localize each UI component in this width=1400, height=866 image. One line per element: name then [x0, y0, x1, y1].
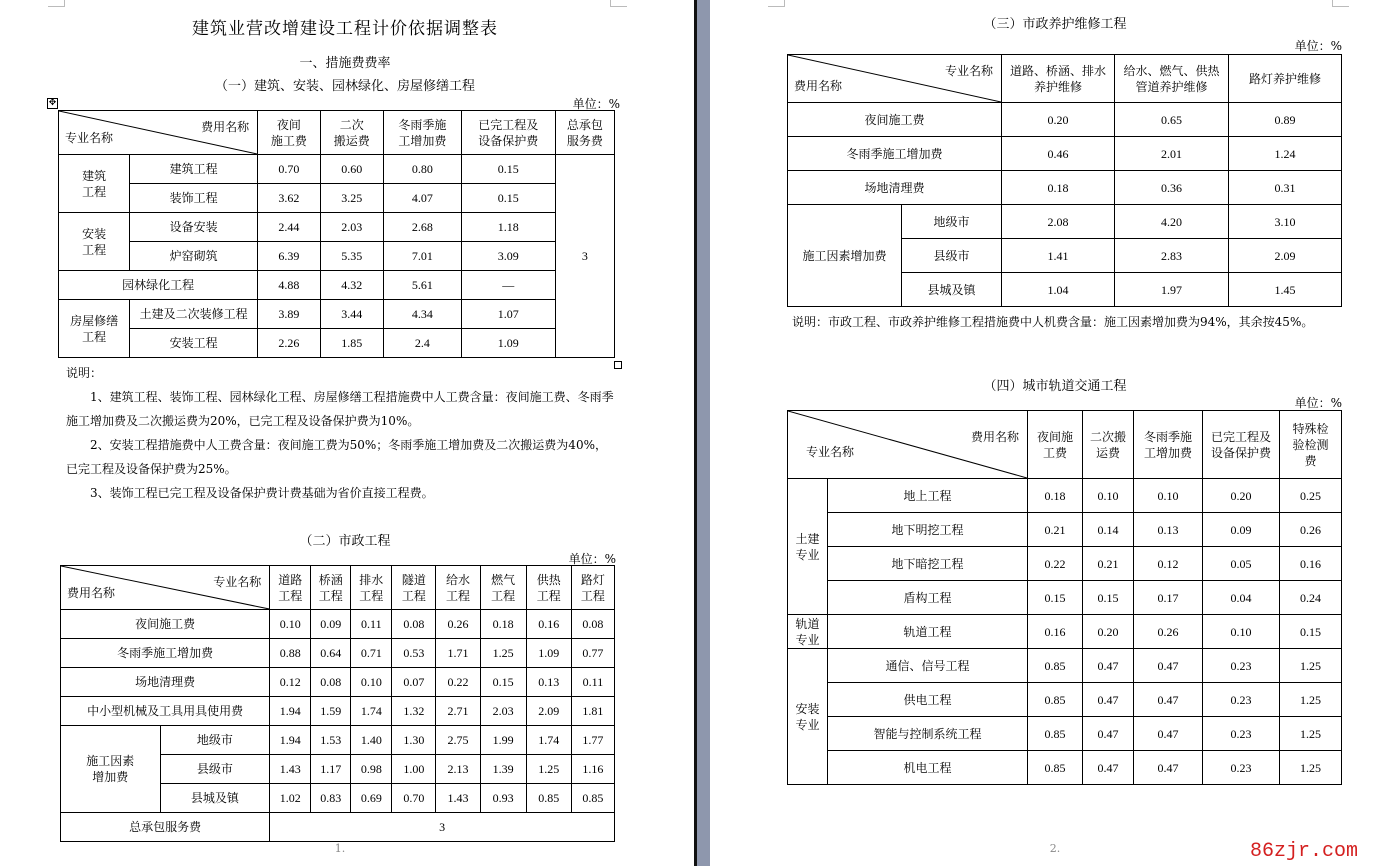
cell-value: 4.20	[1115, 205, 1229, 239]
cell-value: 0.47	[1134, 717, 1203, 751]
row-label: 夜间施工费	[61, 610, 270, 639]
diagonal-header-cell	[59, 111, 258, 155]
cell-value: 0.85	[526, 784, 571, 813]
table-resize-handle[interactable]	[614, 361, 622, 369]
subsection-heading-4: （四）城市轨道交通工程	[983, 379, 1127, 394]
cell-value: 1.53	[311, 726, 351, 755]
cell-value: 0.15	[1083, 581, 1134, 615]
header-specialty-name: 专业名称	[944, 64, 993, 78]
cell-value: 1.40	[351, 726, 392, 755]
cell-value: 1.25	[1280, 717, 1342, 751]
cell-value: 0.11	[571, 668, 614, 697]
cell-value: 1.94	[270, 726, 311, 755]
diagonal-header-cell	[788, 411, 1028, 479]
cell-value: 0.89	[1229, 103, 1342, 137]
cell-value: 0.15	[1280, 615, 1342, 649]
page-number: 1.	[334, 842, 346, 855]
column-header: 总承包 服务费	[555, 111, 614, 155]
cell-value: 0.13	[526, 668, 571, 697]
cell-value: 0.47	[1134, 683, 1203, 717]
cell-value: 0.15	[1028, 581, 1083, 615]
cell-value: 0.15	[461, 155, 555, 184]
cell-value: —	[461, 271, 555, 300]
cell-value: 0.07	[392, 668, 436, 697]
header-specialty-name: 专业名称	[806, 445, 855, 459]
document-title: 建筑业营改增建设工程计价依据调整表	[192, 19, 498, 39]
cell-value: 0.26	[1280, 513, 1342, 547]
table-row	[788, 581, 1342, 615]
cell-value: 7.01	[384, 242, 462, 271]
row-label: 冬雨季施工增加费	[61, 639, 270, 668]
column-header: 道路、桥涵、排水 养护维修	[1002, 55, 1115, 103]
cell-value: 0.18	[480, 610, 526, 639]
table-row	[788, 171, 1342, 205]
row-label: 园林绿化工程	[59, 271, 258, 300]
cell-value: 1.85	[320, 329, 383, 358]
cell-value: 1.25	[1280, 683, 1342, 717]
measures-rate-table-1	[58, 110, 615, 358]
notes-label: 说明：	[66, 366, 103, 380]
cell-value: 1.16	[571, 755, 614, 784]
cell-value: 0.10	[1203, 615, 1280, 649]
section-heading-1: 一、措施费费率	[299, 56, 391, 71]
column-header: 冬雨季施 工增加费	[1134, 411, 1203, 479]
cell-value: 0.09	[311, 610, 351, 639]
cell-value: 2.26	[258, 329, 320, 358]
cell-value: 0.26	[1134, 615, 1203, 649]
cell-value: 5.35	[320, 242, 383, 271]
cell-value: 2.4	[384, 329, 462, 358]
cell-value: 1.39	[480, 755, 526, 784]
cell-value: 0.36	[1115, 171, 1229, 205]
cell-value: 0.47	[1083, 683, 1134, 717]
cell-value: 1.30	[392, 726, 436, 755]
table-row	[788, 547, 1342, 581]
header-fee-name: 费用名称	[970, 430, 1019, 444]
subsection-heading-1: （一）建筑、安装、园林绿化、房屋修缮工程	[214, 79, 475, 94]
header-specialty-name: 专业名称	[65, 131, 114, 145]
cell-value: 2.68	[384, 213, 462, 242]
cell-value: 0.14	[1083, 513, 1134, 547]
cell-value: 0.70	[392, 784, 436, 813]
table-row	[788, 479, 1342, 513]
cell-value: 0.23	[1203, 649, 1280, 683]
cell-value: 2.44	[258, 213, 320, 242]
table-row	[61, 610, 615, 639]
cell-value: 1.00	[392, 755, 436, 784]
cell-value: 2.71	[436, 697, 480, 726]
table-row	[788, 513, 1342, 547]
table-row	[59, 184, 615, 213]
municipal-engineering-table	[60, 565, 615, 842]
table-row	[788, 649, 1342, 683]
cell-value: 1.25	[480, 639, 526, 668]
cell-value: 1.97	[1115, 273, 1229, 307]
cell-value: 1.09	[526, 639, 571, 668]
column-header: 桥涵 工程	[311, 566, 351, 610]
cell-value: 2.09	[1229, 239, 1342, 273]
cell-value: 0.10	[270, 610, 311, 639]
cell-value: 0.53	[392, 639, 436, 668]
cell-value: 1.25	[1280, 649, 1342, 683]
cell-value: 0.20	[1083, 615, 1134, 649]
cell-value: 0.25	[1280, 479, 1342, 513]
group-label: 施工因素 增加费	[61, 726, 161, 813]
cell-value: 5.61	[384, 271, 462, 300]
cell-value: 3.25	[320, 184, 383, 213]
table-move-handle-icon[interactable]: ✥	[48, 98, 57, 108]
cell-value: 0.47	[1134, 649, 1203, 683]
cell-value: 0.60	[320, 155, 383, 184]
unit-label: 单位：%	[1294, 39, 1342, 53]
row-label: 夜间施工费	[788, 103, 1002, 137]
table-row	[61, 726, 615, 755]
cell-value: 0.09	[1203, 513, 1280, 547]
cell-value: 0.16	[1280, 547, 1342, 581]
row-label: 场地清理费	[788, 171, 1002, 205]
column-header: 夜间施 工费	[1028, 411, 1083, 479]
cell-value: 3.62	[258, 184, 320, 213]
cell-value: 0.12	[1134, 547, 1203, 581]
column-header: 已完工程及 设备保护费	[1203, 411, 1280, 479]
cell-value: 0.10	[1083, 479, 1134, 513]
table-row	[788, 717, 1342, 751]
page-gutter	[690, 0, 710, 866]
cell-value: 0.85	[571, 784, 614, 813]
unit-label: 单位：%	[568, 552, 616, 566]
table-row	[59, 329, 615, 358]
cell-value: 1.32	[392, 697, 436, 726]
note-1: 1、建筑工程、装饰工程、园林绿化工程、房屋修缮工程措施费中人工费含量：夜间施工费、冬雨季施工增加费及二次搬运费为20%，已完工程及设备保护费为10%。	[66, 390, 614, 428]
table-row	[788, 683, 1342, 717]
cell-value: 0.21	[1028, 513, 1083, 547]
note-2: 2、安装工程措施费中人工费含量：夜间施工费为50%；冬雨季施工增加费及二次搬运费为40%，已完工程及设备保护费为25%。	[66, 438, 607, 476]
row-label: 中小型机械及工具用具使用费	[61, 697, 270, 726]
group-label: 安装 工程	[59, 213, 130, 271]
row-label: 县级市	[160, 755, 270, 784]
row-label: 机电工程	[828, 751, 1028, 785]
column-header: 冬雨季施 工增加费	[384, 111, 462, 155]
row-label: 地级市	[160, 726, 270, 755]
diagonal-header-cell	[61, 566, 270, 610]
general-contract-fee-value: 3	[270, 813, 615, 842]
column-header: 排水 工程	[351, 566, 392, 610]
cell-value: 0.80	[384, 155, 462, 184]
cell-value: 2.01	[1115, 137, 1229, 171]
cell-value: 0.16	[526, 610, 571, 639]
cell-value: 0.85	[1028, 683, 1083, 717]
cell-value: 1.09	[461, 329, 555, 358]
general-contract-fee-value: 3	[555, 155, 614, 358]
cell-value: 0.85	[1028, 649, 1083, 683]
cell-value: 1.71	[436, 639, 480, 668]
cell-value: 1.81	[571, 697, 614, 726]
column-header: 燃气 工程	[480, 566, 526, 610]
table-row	[61, 668, 615, 697]
table-row	[788, 137, 1342, 171]
row-label: 冬雨季施工增加费	[788, 137, 1002, 171]
row-label: 地级市	[902, 205, 1002, 239]
document-page-2	[710, 0, 1400, 866]
cell-value: 0.18	[1028, 479, 1083, 513]
cell-value: 0.15	[461, 184, 555, 213]
cell-value: 0.22	[436, 668, 480, 697]
cell-value: 0.47	[1083, 649, 1134, 683]
cell-value: 4.34	[384, 300, 462, 329]
cell-value: 1.43	[436, 784, 480, 813]
cell-value: 0.12	[270, 668, 311, 697]
cell-value: 1.94	[270, 697, 311, 726]
row-label: 轨道工程	[828, 615, 1028, 649]
cell-value: 0.69	[351, 784, 392, 813]
cell-value: 3.10	[1229, 205, 1342, 239]
cell-value: 1.18	[461, 213, 555, 242]
cell-value: 1.99	[480, 726, 526, 755]
cell-value: 3.09	[461, 242, 555, 271]
unit-label: 单位：%	[1294, 396, 1342, 410]
column-header: 隧道 工程	[392, 566, 436, 610]
cell-value: 0.47	[1083, 751, 1134, 785]
table-row	[59, 213, 615, 242]
column-header: 二次搬 运费	[1083, 411, 1134, 479]
cell-value: 4.07	[384, 184, 462, 213]
page-corner-mark	[48, 0, 65, 7]
row-label: 场地清理费	[61, 668, 270, 697]
page-corner-mark	[610, 0, 627, 7]
row-label: 县城及镇	[160, 784, 270, 813]
row-label: 土建及二次装修工程	[130, 300, 258, 329]
document-page-1	[0, 0, 690, 866]
cell-value: 0.10	[351, 668, 392, 697]
cell-value: 1.24	[1229, 137, 1342, 171]
row-label: 炉窑砌筑	[130, 242, 258, 271]
cell-value: 1.59	[311, 697, 351, 726]
cell-value: 1.04	[1002, 273, 1115, 307]
cell-value: 4.32	[320, 271, 383, 300]
cell-value: 0.47	[1134, 751, 1203, 785]
cell-value: 2.75	[436, 726, 480, 755]
table-row	[59, 271, 615, 300]
diagonal-header-cell	[788, 55, 1002, 103]
header-fee-name: 费用名称	[794, 79, 843, 93]
cell-value: 0.70	[258, 155, 320, 184]
cell-value: 0.83	[311, 784, 351, 813]
cell-value: 1.25	[526, 755, 571, 784]
cell-value: 1.45	[1229, 273, 1342, 307]
group-label: 轨道 专业	[788, 615, 828, 649]
table-row	[788, 205, 1342, 239]
column-header: 供热 工程	[526, 566, 571, 610]
cell-value: 0.88	[270, 639, 311, 668]
column-header: 道路 工程	[270, 566, 311, 610]
row-label: 智能与控制系统工程	[828, 717, 1028, 751]
cell-value: 0.47	[1083, 717, 1134, 751]
column-header: 夜间 施工费	[258, 111, 320, 155]
cell-value: 0.08	[571, 610, 614, 639]
cell-value: 0.08	[392, 610, 436, 639]
table-row	[61, 639, 615, 668]
table-row	[788, 615, 1342, 649]
cell-value: 0.24	[1280, 581, 1342, 615]
header-fee-name: 费用名称	[67, 586, 116, 600]
header-fee-name: 费用名称	[201, 120, 250, 134]
cell-value: 2.03	[320, 213, 383, 242]
cell-value: 0.18	[1002, 171, 1115, 205]
note-3: 3、装饰工程已完工程及设备保护费计费基础为省价直接工程费。	[90, 486, 434, 500]
cell-value: 0.04	[1203, 581, 1280, 615]
cell-value: 1.07	[461, 300, 555, 329]
subsection-heading-2: （二）市政工程	[299, 534, 391, 549]
cell-value: 0.98	[351, 755, 392, 784]
cell-value: 1.17	[311, 755, 351, 784]
cell-value: 1.41	[1002, 239, 1115, 273]
row-label: 盾构工程	[828, 581, 1028, 615]
cell-value: 0.20	[1203, 479, 1280, 513]
column-header: 二次 搬运费	[320, 111, 383, 155]
cell-value: 4.88	[258, 271, 320, 300]
cell-value: 0.08	[311, 668, 351, 697]
cell-value: 0.71	[351, 639, 392, 668]
column-header: 已完工程及 设备保护费	[461, 111, 555, 155]
column-header: 特殊检 验检测 费	[1280, 411, 1342, 479]
cell-value: 0.26	[436, 610, 480, 639]
cell-value: 0.93	[480, 784, 526, 813]
cell-value: 0.22	[1028, 547, 1083, 581]
urban-rail-transit-table	[787, 410, 1342, 785]
note-municipal: 说明：市政工程、市政养护维修工程措施费中人机费含量：施工因素增加费为94%，其余按45%。	[792, 315, 1314, 329]
row-label: 县级市	[902, 239, 1002, 273]
group-label: 建筑 工程	[59, 155, 130, 213]
cell-value: 0.23	[1203, 717, 1280, 751]
row-label: 县城及镇	[902, 273, 1002, 307]
header-specialty-name: 专业名称	[213, 575, 262, 589]
cell-value: 0.65	[1115, 103, 1229, 137]
row-label: 装饰工程	[130, 184, 258, 213]
cell-value: 0.85	[1028, 717, 1083, 751]
cell-value: 2.08	[1002, 205, 1115, 239]
cell-value: 0.20	[1002, 103, 1115, 137]
group-label: 施工因素增加费	[788, 205, 902, 307]
table-row	[59, 155, 615, 184]
cell-value: 0.11	[351, 610, 392, 639]
row-label: 设备安装	[130, 213, 258, 242]
cell-value: 0.23	[1203, 683, 1280, 717]
cell-value: 0.64	[311, 639, 351, 668]
cell-value: 1.02	[270, 784, 311, 813]
table-row	[59, 242, 615, 271]
column-header: 给水、燃气、供热 管道养护维修	[1115, 55, 1229, 103]
cell-value: 0.23	[1203, 751, 1280, 785]
cell-value: 3.89	[258, 300, 320, 329]
row-label: 通信、信号工程	[828, 649, 1028, 683]
cell-value: 0.15	[480, 668, 526, 697]
group-label: 房屋修缮 工程	[59, 300, 130, 358]
cell-value: 1.43	[270, 755, 311, 784]
group-label: 安装 专业	[788, 649, 828, 785]
table-row	[788, 103, 1342, 137]
cell-value: 0.05	[1203, 547, 1280, 581]
cell-value: 0.77	[571, 639, 614, 668]
row-label: 供电工程	[828, 683, 1028, 717]
cell-value: 6.39	[258, 242, 320, 271]
cell-value: 0.16	[1028, 615, 1083, 649]
municipal-maintenance-table	[787, 54, 1342, 307]
page-corner-mark	[1332, 0, 1349, 7]
cell-value: 0.31	[1229, 171, 1342, 205]
column-header: 路灯 工程	[571, 566, 614, 610]
row-label: 安装工程	[130, 329, 258, 358]
cell-value: 1.74	[526, 726, 571, 755]
subsection-heading-3: （三）市政养护维修工程	[983, 17, 1127, 32]
unit-label: 单位：%	[572, 97, 620, 111]
table-row	[61, 813, 615, 842]
cell-value: 0.10	[1134, 479, 1203, 513]
cell-value: 2.03	[480, 697, 526, 726]
page-number: 2.	[1049, 842, 1061, 855]
cell-value: 2.09	[526, 697, 571, 726]
cell-value: 1.25	[1280, 751, 1342, 785]
cell-value: 2.13	[436, 755, 480, 784]
watermark: 86zjr.com	[1250, 840, 1359, 863]
row-label: 总承包服务费	[61, 813, 270, 842]
table-row	[59, 300, 615, 329]
column-header: 给水 工程	[436, 566, 480, 610]
cell-value: 0.46	[1002, 137, 1115, 171]
row-label: 地下暗挖工程	[828, 547, 1028, 581]
column-header: 路灯养护维修	[1229, 55, 1342, 103]
row-label: 地下明挖工程	[828, 513, 1028, 547]
table-row	[788, 751, 1342, 785]
row-label: 建筑工程	[130, 155, 258, 184]
cell-value: 0.17	[1134, 581, 1203, 615]
table-row	[61, 697, 615, 726]
cell-value: 2.83	[1115, 239, 1229, 273]
cell-value: 1.77	[571, 726, 614, 755]
cell-value: 0.85	[1028, 751, 1083, 785]
cell-value: 3.44	[320, 300, 383, 329]
cell-value: 1.74	[351, 697, 392, 726]
page-corner-mark	[768, 0, 785, 7]
row-label: 地上工程	[828, 479, 1028, 513]
cell-value: 0.13	[1134, 513, 1203, 547]
cell-value: 0.21	[1083, 547, 1134, 581]
group-label: 土建 专业	[788, 479, 828, 615]
